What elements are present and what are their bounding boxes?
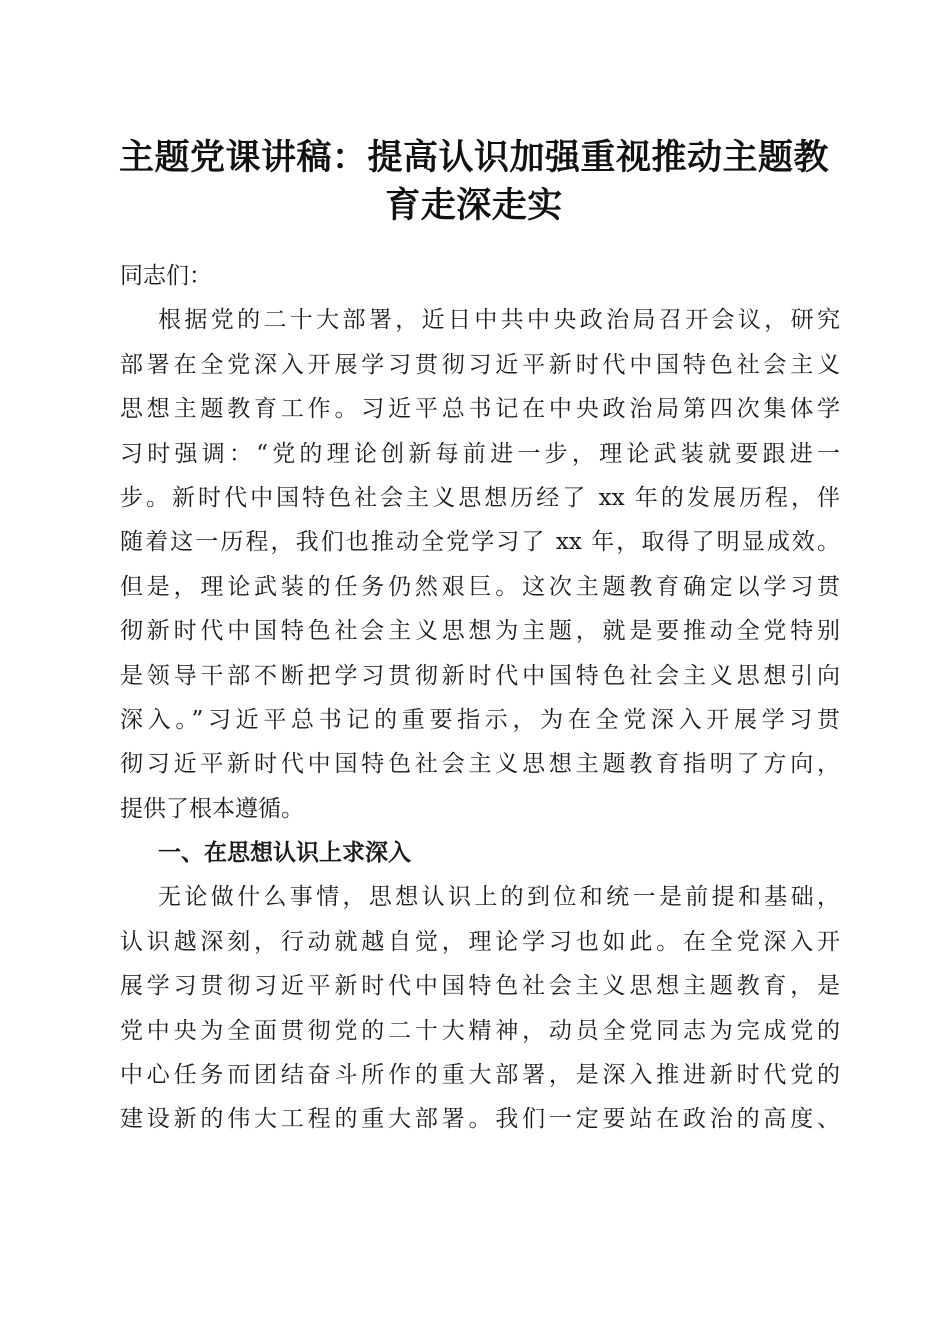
title-line-2: 育走深走实: [385, 185, 563, 226]
section-heading: 一、在思想认识上求深入: [158, 840, 411, 867]
paragraph-line: 彻习近平新时代中国特色社会主义思想主题教育指明了方向，: [120, 751, 840, 778]
document-title: [118, 134, 830, 230]
paragraph-line: 习时强调：“党的理论创新每前进一步，理论武装就要跟进一: [120, 440, 840, 467]
salutation: 同志们：: [120, 263, 212, 289]
title-line-1: 主题党课讲稿：提高认识加强重视推动主题教: [118, 137, 829, 178]
paragraph-line: 思想主题教育工作。习近平总书记在中央政治局第四次集体学: [120, 396, 840, 423]
paragraph-line: 建设新的伟大工程的重大部署。我们一定要站在政治的高度、: [120, 1106, 840, 1133]
paragraph-1: [120, 298, 840, 831]
paragraph-line: 彻新时代中国特色社会主义思想为主题，就是要推动全党特别: [120, 618, 840, 645]
paragraph-line: 展学习贯彻习近平新时代中国特色社会主义思想主题教育，是: [120, 973, 840, 1000]
paragraph-line: 认识越深刻，行动就越自觉，理论学习也如此。在全党深入开: [120, 928, 840, 955]
paragraph-line: 深入。”习近平总书记的重要指示，为在全党深入开展学习贯: [120, 706, 840, 733]
paragraph-line: 随着这一历程，我们也推动全党学习了 xx 年，取得了明显成效。: [120, 529, 840, 556]
paragraph-line: 党中央为全面贯彻党的二十大精神，动员全党同志为完成党的: [120, 1017, 840, 1044]
paragraph-line: 无论做什么事情，思想认识上的到位和统一是前提和基础，: [158, 884, 840, 911]
paragraph-2: [120, 875, 840, 1141]
paragraph-line: 但是，理论武装的任务仍然艰巨。这次主题教育确定以学习贯: [120, 573, 840, 600]
paragraph-line: 是领导干部不断把学习贯彻新时代中国特色社会主义思想引向: [120, 662, 840, 689]
paragraph-line: 根据党的二十大部署，近日中共中央政治局召开会议，研究: [158, 307, 840, 334]
paragraph-line: 步。新时代中国特色社会主义思想历经了 xx 年的发展历程，伴: [120, 484, 840, 511]
paragraph-line: 提供了根本遵循。: [120, 795, 304, 822]
paragraph-line: 部署在全党深入开展学习贯彻习近平新时代中国特色社会主义: [120, 351, 840, 378]
paragraph-line: 中心任务而团结奋斗所作的重大部署，是深入推进新时代党的: [120, 1062, 840, 1089]
document-body: [120, 254, 840, 1142]
